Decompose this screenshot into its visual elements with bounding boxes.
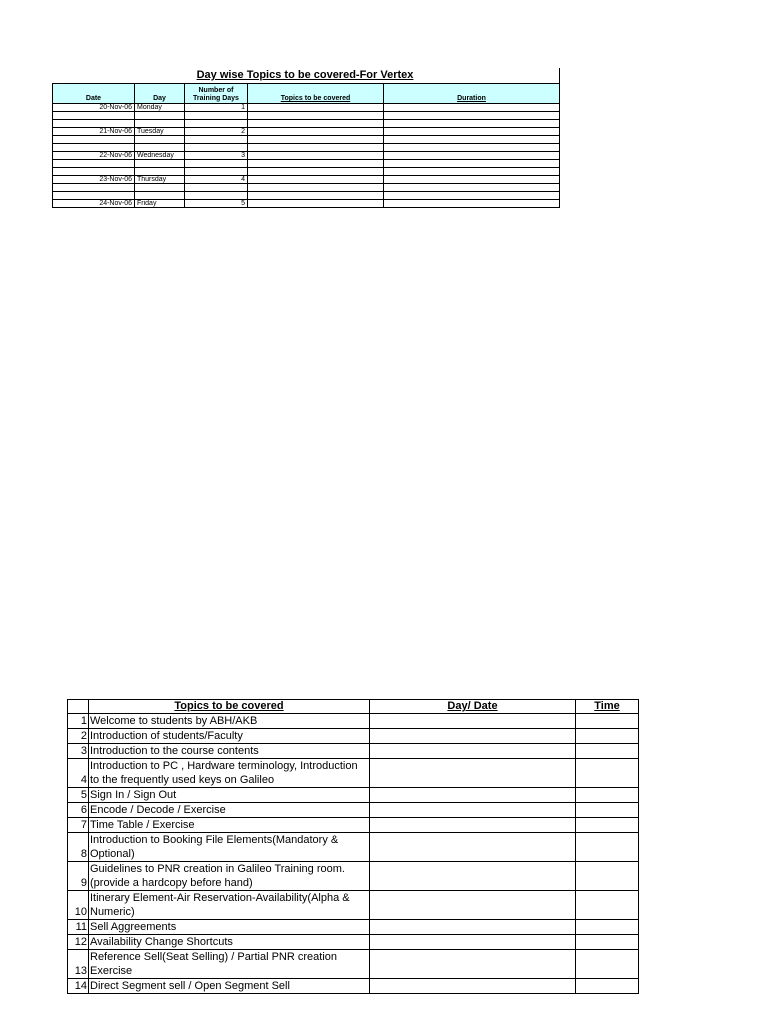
empty-cell (135, 184, 185, 192)
header-day: Day (135, 84, 185, 104)
day-date-cell (370, 714, 576, 729)
time-cell (576, 788, 639, 803)
topic-text: Availability Change Shortcuts (89, 935, 370, 950)
topic-row (68, 788, 639, 803)
topic-text: Sell Aggreements (89, 920, 370, 935)
empty-cell (248, 184, 384, 192)
schedule-title: Day wise Topics to be covered-For Vertex (196, 69, 414, 81)
empty-cell (135, 160, 185, 168)
topic-number: 9 (68, 862, 89, 891)
header-topic: Topics to be covered (89, 700, 370, 714)
topic-text: Introduction of students/Faculty (89, 729, 370, 744)
date-cell: 22-Nov-06 (53, 152, 135, 160)
topic-row (68, 935, 639, 950)
duration-cell (384, 128, 560, 136)
day-date-cell (370, 818, 576, 833)
topic-number: 5 (68, 788, 89, 803)
day-cell: Monday (135, 104, 185, 112)
header-topics: Topics to be covered (248, 84, 384, 104)
schedule-empty-row (53, 136, 560, 144)
day-date-cell (370, 950, 576, 979)
time-cell (576, 979, 639, 994)
date-cell: 20-Nov-06 (53, 104, 135, 112)
empty-cell (53, 168, 135, 176)
topics-body (68, 714, 639, 994)
empty-cell (185, 120, 248, 128)
empty-cell (185, 192, 248, 200)
topic-number: 2 (68, 729, 89, 744)
date-cell: 24-Nov-06 (53, 200, 135, 208)
time-cell (576, 714, 639, 729)
day-date-cell (370, 833, 576, 862)
training-day-number-cell: 3 (185, 152, 248, 160)
schedule-empty-row (53, 160, 560, 168)
day-date-cell (370, 759, 576, 788)
topics-cell (248, 200, 384, 208)
date-cell: 21-Nov-06 (53, 128, 135, 136)
time-cell (576, 935, 639, 950)
schedule-empty-row (53, 192, 560, 200)
empty-cell (53, 160, 135, 168)
topic-text: Encode / Decode / Exercise (89, 803, 370, 818)
day-date-cell (370, 920, 576, 935)
day-date-cell (370, 803, 576, 818)
empty-cell (53, 192, 135, 200)
schedule-row (53, 128, 560, 136)
schedule-row (53, 152, 560, 160)
day-date-cell (370, 788, 576, 803)
empty-cell (53, 184, 135, 192)
day-date-cell (370, 935, 576, 950)
training-day-number-cell: 1 (185, 104, 248, 112)
empty-cell (53, 136, 135, 144)
duration-cell (384, 152, 560, 160)
duration-cell (384, 200, 560, 208)
header-duration: Duration (384, 84, 560, 104)
empty-cell (384, 184, 560, 192)
header-day-date: Day/ Date (370, 700, 576, 714)
topic-number: 4 (68, 759, 89, 788)
empty-cell (185, 184, 248, 192)
topics-cell (248, 152, 384, 160)
topic-row (68, 891, 639, 920)
empty-cell (248, 144, 384, 152)
empty-cell (248, 168, 384, 176)
time-cell (576, 744, 639, 759)
schedule-table (52, 83, 560, 208)
topic-text: Itinerary Element-Air Reservation-Availability(Alpha & Numeric) (89, 891, 370, 920)
time-cell (576, 920, 639, 935)
topics-cell (248, 104, 384, 112)
topic-row (68, 818, 639, 833)
time-cell (576, 803, 639, 818)
day-date-cell (370, 744, 576, 759)
schedule-row (53, 176, 560, 184)
topic-text: Welcome to students by ABH/AKB (89, 714, 370, 729)
time-cell (576, 862, 639, 891)
empty-cell (135, 112, 185, 120)
topic-number: 8 (68, 833, 89, 862)
schedule-empty-row (53, 120, 560, 128)
day-cell: Tuesday (135, 128, 185, 136)
training-day-number-cell: 5 (185, 200, 248, 208)
training-day-number-cell: 4 (185, 176, 248, 184)
time-cell (576, 759, 639, 788)
topic-row (68, 759, 639, 788)
topic-row (68, 950, 639, 979)
schedule-body (53, 104, 560, 208)
empty-cell (185, 144, 248, 152)
topic-row (68, 744, 639, 759)
empty-cell (248, 160, 384, 168)
empty-cell (185, 160, 248, 168)
topic-number: 3 (68, 744, 89, 759)
topic-row (68, 714, 639, 729)
header-date: Date (53, 84, 135, 104)
empty-cell (384, 168, 560, 176)
topic-text: Introduction to Booking File Elements(Mandatory & Optional) (89, 833, 370, 862)
empty-cell (135, 120, 185, 128)
header-time: Time (576, 700, 639, 714)
topic-text: Guidelines to PNR creation in Galileo Training room.(provide a hardcopy before hand) (89, 862, 370, 891)
empty-cell (384, 112, 560, 120)
date-cell: 23-Nov-06 (53, 176, 135, 184)
empty-cell (53, 112, 135, 120)
topic-row (68, 862, 639, 891)
topic-number: 11 (68, 920, 89, 935)
duration-cell (384, 104, 560, 112)
column-divider (559, 68, 560, 84)
schedule-empty-row (53, 184, 560, 192)
schedule-empty-row (53, 112, 560, 120)
schedule-header-row (53, 84, 560, 104)
empty-cell (135, 144, 185, 152)
topic-number: 14 (68, 979, 89, 994)
empty-cell (384, 120, 560, 128)
topic-text: Direct Segment sell / Open Segment Sell (89, 979, 370, 994)
topics-cell (248, 128, 384, 136)
empty-cell (384, 136, 560, 144)
topic-text: Reference Sell(Seat Selling) / Partial PNR creation Exercise (89, 950, 370, 979)
day-date-cell (370, 729, 576, 744)
time-cell (576, 950, 639, 979)
topic-row (68, 729, 639, 744)
schedule-empty-row (53, 168, 560, 176)
header-training-days: Number of Training Days (185, 84, 248, 104)
empty-cell (248, 112, 384, 120)
day-date-cell (370, 862, 576, 891)
time-cell (576, 729, 639, 744)
day-date-cell (370, 979, 576, 994)
topic-number: 1 (68, 714, 89, 729)
empty-cell (135, 192, 185, 200)
time-cell (576, 818, 639, 833)
topic-number: 6 (68, 803, 89, 818)
day-cell: Thursday (135, 176, 185, 184)
topics-header-row (68, 700, 639, 714)
time-cell (576, 833, 639, 862)
topic-number: 10 (68, 891, 89, 920)
topic-number: 7 (68, 818, 89, 833)
schedule-row (53, 104, 560, 112)
schedule-row (53, 200, 560, 208)
empty-cell (384, 144, 560, 152)
header-number (68, 700, 89, 714)
empty-cell (185, 168, 248, 176)
topic-number: 12 (68, 935, 89, 950)
empty-cell (185, 136, 248, 144)
empty-cell (384, 160, 560, 168)
schedule-empty-row (53, 144, 560, 152)
topic-text: Time Table / Exercise (89, 818, 370, 833)
topic-row (68, 979, 639, 994)
topic-row (68, 833, 639, 862)
topic-text: Sign In / Sign Out (89, 788, 370, 803)
empty-cell (185, 112, 248, 120)
duration-cell (384, 176, 560, 184)
topic-text: Introduction to PC , Hardware terminology, Introduction to the frequently used keys on Galileo (89, 759, 370, 788)
empty-cell (384, 192, 560, 200)
training-day-number-cell: 2 (185, 128, 248, 136)
time-cell (576, 891, 639, 920)
day-cell: Wednesday (135, 152, 185, 160)
empty-cell (248, 120, 384, 128)
empty-cell (248, 192, 384, 200)
topics-table (67, 699, 639, 994)
empty-cell (135, 136, 185, 144)
topic-number: 13 (68, 950, 89, 979)
empty-cell (248, 136, 384, 144)
topic-row (68, 803, 639, 818)
day-cell: Friday (135, 200, 185, 208)
empty-cell (53, 144, 135, 152)
empty-cell (135, 168, 185, 176)
topics-cell (248, 176, 384, 184)
topic-row (68, 920, 639, 935)
day-date-cell (370, 891, 576, 920)
empty-cell (53, 120, 135, 128)
topic-text: Introduction to the course contents (89, 744, 370, 759)
